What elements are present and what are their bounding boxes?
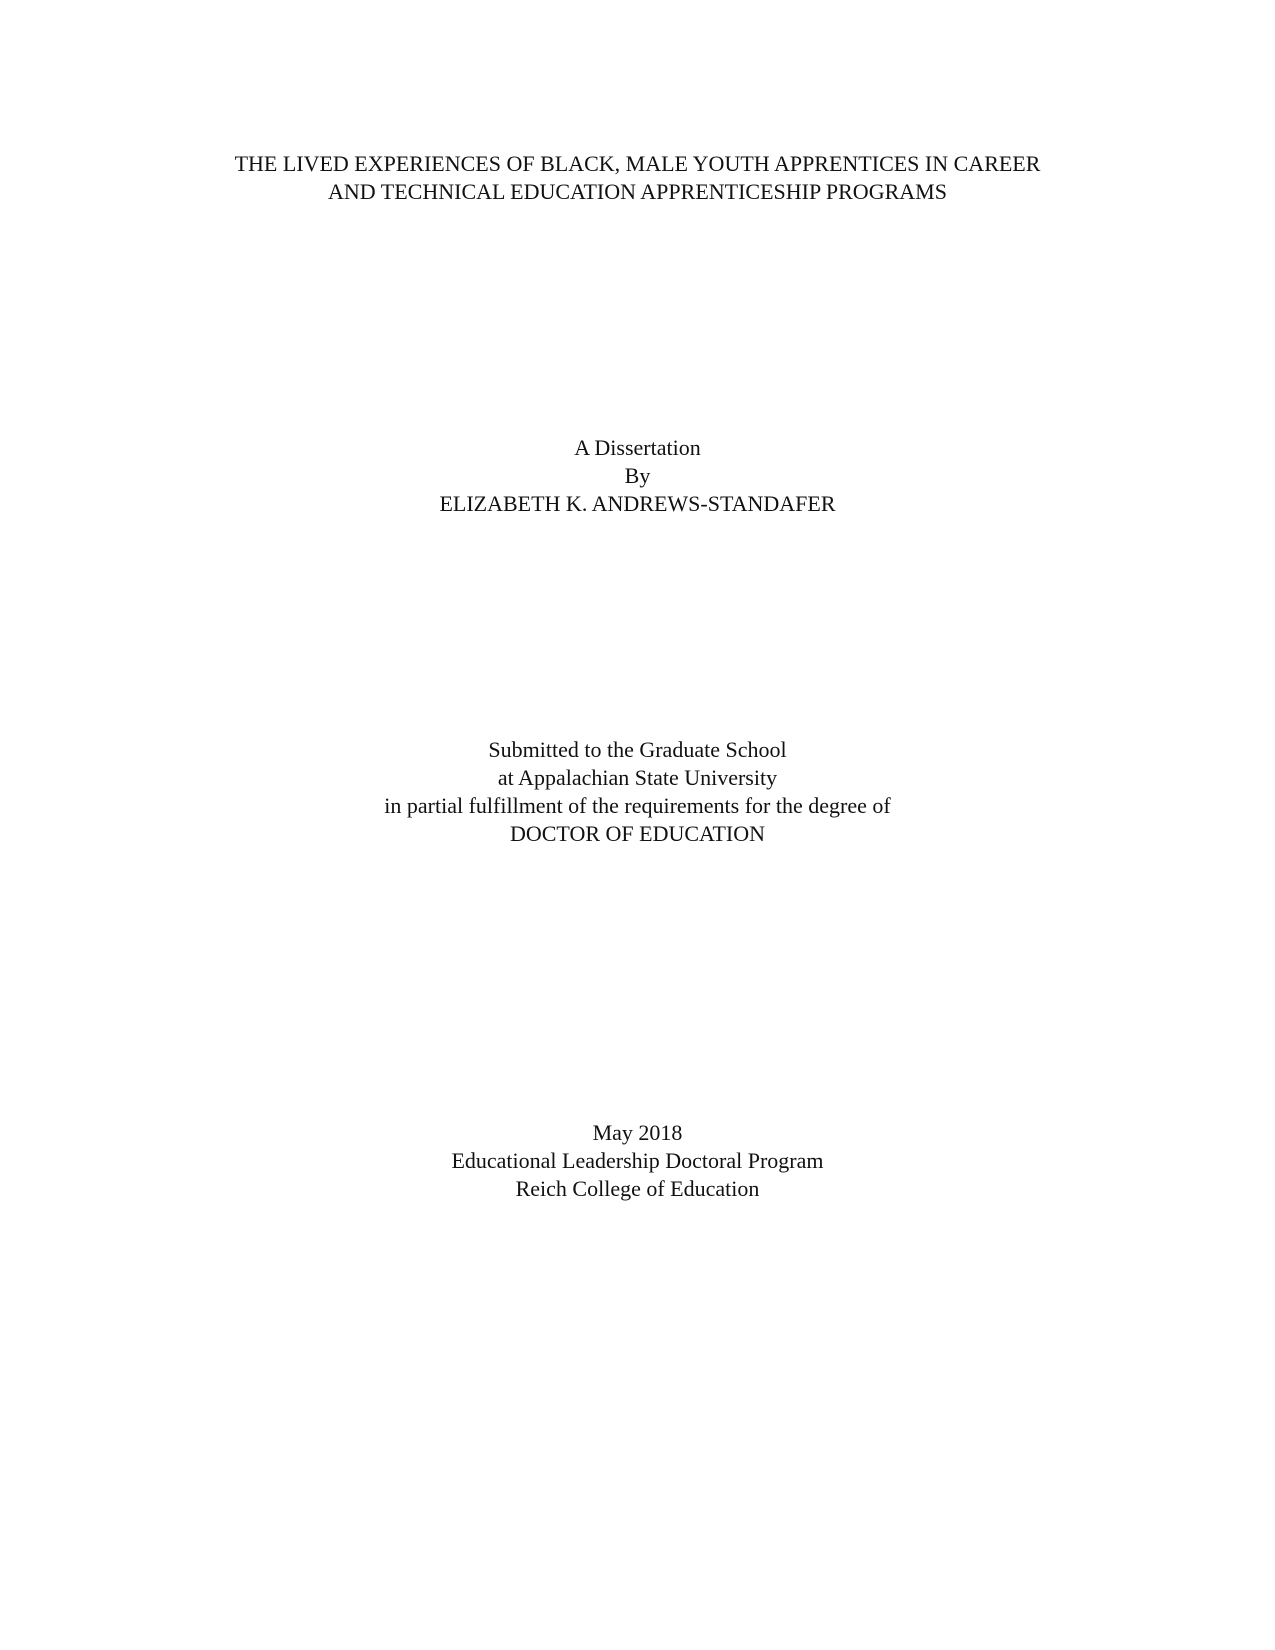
- submission-date: May 2018: [592, 1120, 683, 1145]
- dissertation-title: [0, 150, 1275, 206]
- degree-name: DOCTOR OF EDUCATION: [509, 821, 766, 846]
- author-name: ELIZABETH K. ANDREWS-STANDAFER: [439, 491, 836, 516]
- college-name: Reich College of Education: [515, 1176, 760, 1201]
- submission-statement: [0, 736, 1275, 848]
- submission-line-2: at Appalachian State University: [497, 765, 778, 790]
- date-program-block: [0, 1119, 1275, 1203]
- submission-line-1: Submitted to the Graduate School: [488, 737, 787, 762]
- document-type: A Dissertation: [574, 435, 701, 460]
- by-label: By: [624, 463, 651, 488]
- author-block: [0, 434, 1275, 518]
- submission-line-3: in partial fulfillment of the requirements for the degree of: [384, 793, 891, 818]
- program-name: Educational Leadership Doctoral Program: [451, 1148, 824, 1173]
- title-line-1: THE LIVED EXPERIENCES OF BLACK, MALE YOUTH APPRENTICES IN CAREER: [234, 151, 1041, 176]
- title-line-2: AND TECHNICAL EDUCATION APPRENTICESHIP PROGRAMS: [328, 179, 947, 204]
